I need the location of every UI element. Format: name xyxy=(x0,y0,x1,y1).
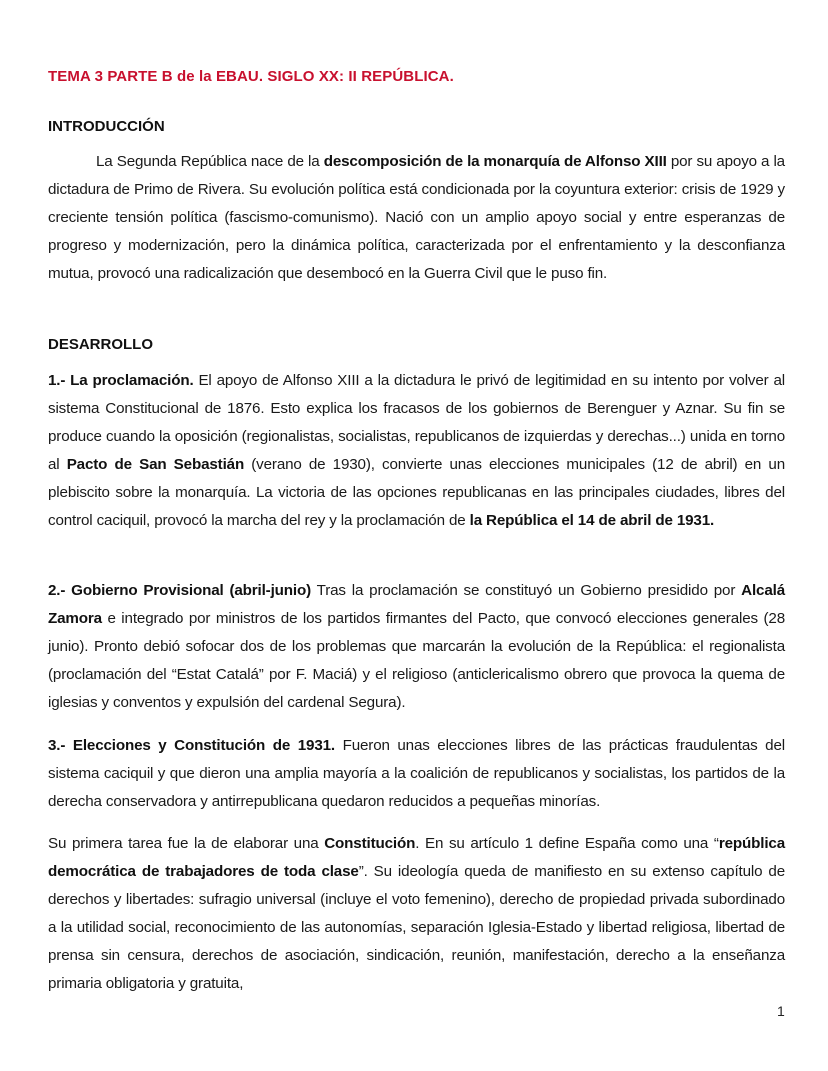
document-title: TEMA 3 PARTE B de la EBAU. SIGLO XX: II REPÚBLICA. xyxy=(48,68,454,85)
desarrollo-heading: DESARROLLO xyxy=(48,336,153,353)
page-number: 1 xyxy=(777,1003,785,1019)
intro-bold-phrase: descomposición de la monarquía de Alfonso XIII xyxy=(323,153,667,170)
constitution-paragraph: Su primera tarea fue la de elaborar una Constitución. En su artículo 1 define España como una “república democrática de trabajadores de toda clase”. Su ideología queda de manifiesto en su extenso capítulo de derechos y libertades: sufragio universal (incluye el voto femenino), derecho de propiedad privada subordinado a la utilidad social, reconocimiento de las autonomías, separación Iglesia-Estado y libertad religiosa, libertad de prensa sin censura, derechos de asociación, sindicación, reunión, manifestación, derecho a la enseñanza primaria obligatoria y gratuita, xyxy=(48,835,785,992)
section-1-label: 1.- La proclamación. xyxy=(48,372,194,389)
section-2-label: 2.- Gobierno Provisional (abril-junio) xyxy=(48,582,312,599)
section-3-paragraph: 3.- Elecciones y Constitución de 1931. Fueron unas elecciones libres de las prácticas fraudulentas del sistema caciquil y que dieron una amplia mayoría a la coalición de republicanos y socialistas, los partidos de la derecha conservadora y antirrepublicana quedaron reducidos a pequeñas minorías. xyxy=(48,737,785,810)
intro-paragraph: La Segunda República nace de la descomposición de la monarquía de Alfonso XIII por su apoyo a la dictadura de Primo de Rivera. Su evolución política está condicionada por la coyuntura exterior: crisis de 1929 y creciente tensión política (fascismo-comunismo). Nació con un amplio apoyo social y entre esperanzas de progreso y modernización, pero la dinámica política, caracterizada por el enfrentamiento y la desconfianza mutua, provocó una radicalización que desembocó en la Guerra Civil que le puso fin. xyxy=(48,153,785,282)
section-3-label: 3.- Elecciones y Constitución de 1931. xyxy=(48,737,335,754)
intro-heading: INTRODUCCIÓN xyxy=(48,118,165,135)
section-2-paragraph: 2.- Gobierno Provisional (abril-junio) Tras la proclamación se constituyó un Gobierno presidido por Alcalá Zamora e integrado por ministros de los partidos firmantes del Pacto, que convocó elecciones generales (28 junio). Pronto debió sofocar dos de los problemas que marcarán la evolución de la República: el regionalista (proclamación del “Estat Catalá” por F. Maciá) y el religioso (anticlericalismo obrero que provoca la quema de iglesias y conventos y expulsión del cardenal Segura). xyxy=(48,582,786,711)
section-1-paragraph: 1.- La proclamación. El apoyo de Alfonso XIII a la dictadura le privó de legitimidad en su intento por volver al sistema Constitucional de 1876. Esto explica los fracasos de los gobiernos de Berenguer y Aznar. Su fin se produce cuando la oposición (regionalistas, socialistas, republicanos de izquierdas y derechas...) unida en torno al Pacto de San Sebastián (verano de 1930), convierte unas elecciones municipales (12 de abril) en un plebiscito sobre la monarquía. La victoria de las opciones republicanas en las principales ciudades, libres del control caciquil, provocó la marcha del rey y la proclamación de la República el 14 de abril de 1931. xyxy=(48,372,785,529)
